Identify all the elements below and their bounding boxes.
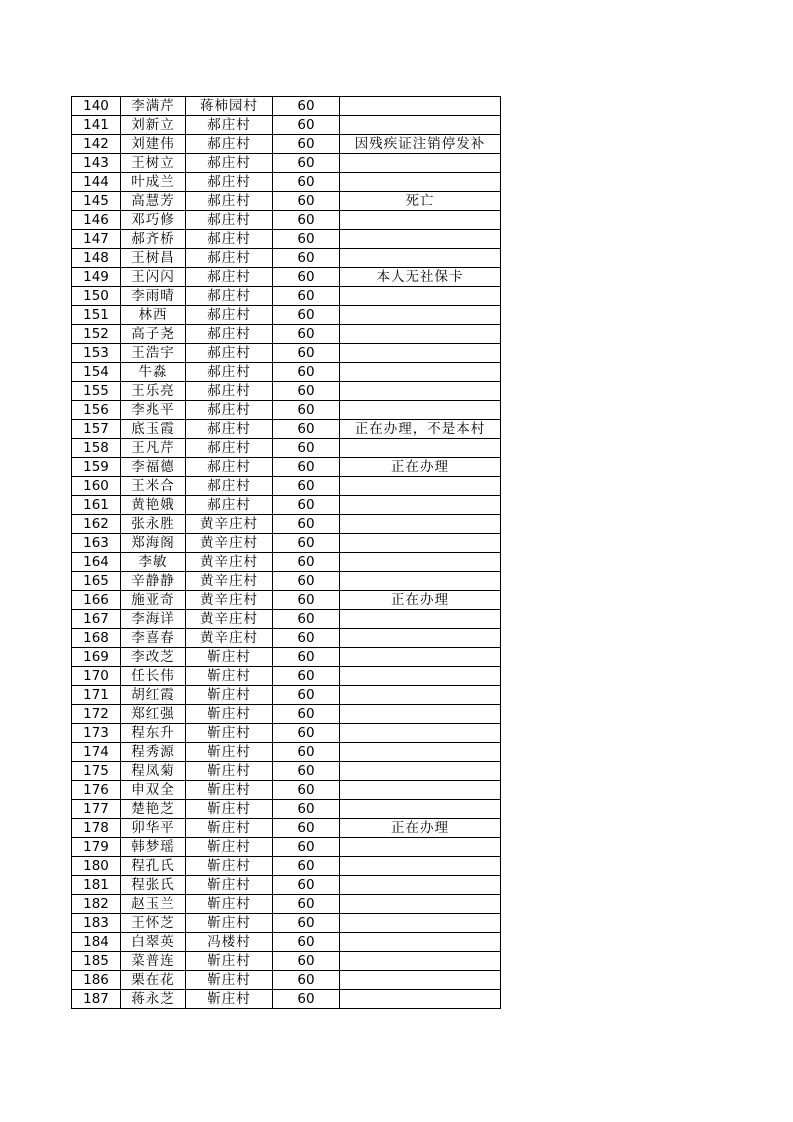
village-cell: 靳庄村 — [186, 667, 273, 686]
village-cell: 靳庄村 — [186, 914, 273, 933]
village-cell: 郝庄村 — [186, 287, 273, 306]
remark-cell — [340, 477, 501, 496]
row-number-cell: 169 — [72, 648, 121, 667]
amount-cell: 60 — [273, 325, 340, 344]
amount-cell: 60 — [273, 990, 340, 1009]
village-cell: 郝庄村 — [186, 458, 273, 477]
village-cell: 靳庄村 — [186, 819, 273, 838]
village-cell: 靳庄村 — [186, 762, 273, 781]
row-number-cell: 182 — [72, 895, 121, 914]
amount-cell: 60 — [273, 306, 340, 325]
remark-cell — [340, 515, 501, 534]
remark-cell — [340, 724, 501, 743]
village-cell: 靳庄村 — [186, 648, 273, 667]
village-cell: 郝庄村 — [186, 192, 273, 211]
row-number-cell: 153 — [72, 344, 121, 363]
remark-cell — [340, 553, 501, 572]
person-name-cell: 程东升 — [121, 724, 186, 743]
village-cell: 靳庄村 — [186, 686, 273, 705]
village-cell: 靳庄村 — [186, 838, 273, 857]
amount-cell: 60 — [273, 401, 340, 420]
amount-cell: 60 — [273, 876, 340, 895]
village-cell: 靳庄村 — [186, 857, 273, 876]
amount-cell: 60 — [273, 249, 340, 268]
table-row — [72, 439, 501, 458]
row-number-cell: 151 — [72, 306, 121, 325]
village-cell: 黄辛庄村 — [186, 515, 273, 534]
village-cell: 靳庄村 — [186, 971, 273, 990]
table-row — [72, 116, 501, 135]
village-cell: 郝庄村 — [186, 439, 273, 458]
table-row — [72, 420, 501, 439]
row-number-cell: 168 — [72, 629, 121, 648]
amount-cell: 60 — [273, 439, 340, 458]
row-number-cell: 154 — [72, 363, 121, 382]
row-number-cell: 174 — [72, 743, 121, 762]
remark-cell — [340, 743, 501, 762]
amount-cell: 60 — [273, 667, 340, 686]
table-row — [72, 743, 501, 762]
remark-cell — [340, 344, 501, 363]
row-number-cell: 176 — [72, 781, 121, 800]
remark-cell — [340, 686, 501, 705]
village-cell: 黄辛庄村 — [186, 572, 273, 591]
remark-cell — [340, 230, 501, 249]
person-name-cell: 郑红强 — [121, 705, 186, 724]
amount-cell: 60 — [273, 800, 340, 819]
amount-cell: 60 — [273, 363, 340, 382]
amount-cell: 60 — [273, 610, 340, 629]
amount-cell: 60 — [273, 477, 340, 496]
person-name-cell: 叶成兰 — [121, 173, 186, 192]
remark-cell — [340, 990, 501, 1009]
person-name-cell: 申双全 — [121, 781, 186, 800]
remark-cell — [340, 363, 501, 382]
amount-cell: 60 — [273, 705, 340, 724]
row-number-cell: 179 — [72, 838, 121, 857]
village-cell: 郝庄村 — [186, 477, 273, 496]
table-row — [72, 97, 501, 116]
table-row — [72, 458, 501, 477]
person-name-cell: 刘建伟 — [121, 135, 186, 154]
row-number-cell: 150 — [72, 287, 121, 306]
amount-cell: 60 — [273, 173, 340, 192]
table-row — [72, 154, 501, 173]
roster-table — [71, 96, 501, 1009]
person-name-cell: 李喜春 — [121, 629, 186, 648]
person-name-cell: 施亚奇 — [121, 591, 186, 610]
row-number-cell: 140 — [72, 97, 121, 116]
remark-cell — [340, 800, 501, 819]
remark-cell — [340, 325, 501, 344]
row-number-cell: 178 — [72, 819, 121, 838]
table-row — [72, 667, 501, 686]
table-row — [72, 800, 501, 819]
person-name-cell: 郝齐桥 — [121, 230, 186, 249]
row-number-cell: 152 — [72, 325, 121, 344]
remark-cell — [340, 211, 501, 230]
person-name-cell: 程秀源 — [121, 743, 186, 762]
person-name-cell: 蒋永芝 — [121, 990, 186, 1009]
remark-cell — [340, 610, 501, 629]
village-cell: 郝庄村 — [186, 401, 273, 420]
row-number-cell: 186 — [72, 971, 121, 990]
row-number-cell: 162 — [72, 515, 121, 534]
row-number-cell: 187 — [72, 990, 121, 1009]
amount-cell: 60 — [273, 819, 340, 838]
row-number-cell: 159 — [72, 458, 121, 477]
table-row — [72, 610, 501, 629]
remark-cell — [340, 629, 501, 648]
row-number-cell: 146 — [72, 211, 121, 230]
row-number-cell: 173 — [72, 724, 121, 743]
table-row — [72, 819, 501, 838]
amount-cell: 60 — [273, 116, 340, 135]
village-cell: 郝庄村 — [186, 173, 273, 192]
remark-cell: 本人无社保卡 — [340, 268, 501, 287]
remark-cell — [340, 401, 501, 420]
person-name-cell: 刘新立 — [121, 116, 186, 135]
amount-cell: 60 — [273, 344, 340, 363]
remark-cell — [340, 667, 501, 686]
table-row — [72, 838, 501, 857]
village-cell: 黄辛庄村 — [186, 610, 273, 629]
person-name-cell: 李兆平 — [121, 401, 186, 420]
village-cell: 郝庄村 — [186, 344, 273, 363]
remark-cell — [340, 154, 501, 173]
table-row — [72, 781, 501, 800]
row-number-cell: 177 — [72, 800, 121, 819]
remark-cell: 正在办理 — [340, 819, 501, 838]
person-name-cell: 程凤菊 — [121, 762, 186, 781]
remark-cell — [340, 496, 501, 515]
row-number-cell: 165 — [72, 572, 121, 591]
person-name-cell: 菜普连 — [121, 952, 186, 971]
remark-cell: 正在办理，不是本村 — [340, 420, 501, 439]
person-name-cell: 卯华平 — [121, 819, 186, 838]
remark-cell — [340, 705, 501, 724]
person-name-cell: 底玉霞 — [121, 420, 186, 439]
row-number-cell: 144 — [72, 173, 121, 192]
remark-cell — [340, 971, 501, 990]
village-cell: 冯楼村 — [186, 933, 273, 952]
remark-cell — [340, 914, 501, 933]
table-row — [72, 401, 501, 420]
row-number-cell: 185 — [72, 952, 121, 971]
row-number-cell: 166 — [72, 591, 121, 610]
table-row — [72, 686, 501, 705]
village-cell: 郝庄村 — [186, 230, 273, 249]
remark-cell: 死亡 — [340, 192, 501, 211]
amount-cell: 60 — [273, 572, 340, 591]
table-row — [72, 971, 501, 990]
person-name-cell: 王浩宇 — [121, 344, 186, 363]
row-number-cell: 170 — [72, 667, 121, 686]
amount-cell: 60 — [273, 534, 340, 553]
remark-cell: 正在办理 — [340, 458, 501, 477]
table-row — [72, 762, 501, 781]
person-name-cell: 韩梦瑶 — [121, 838, 186, 857]
table-row — [72, 572, 501, 591]
row-number-cell: 180 — [72, 857, 121, 876]
village-cell: 郝庄村 — [186, 211, 273, 230]
village-cell: 郝庄村 — [186, 382, 273, 401]
row-number-cell: 163 — [72, 534, 121, 553]
remark-cell — [340, 534, 501, 553]
person-name-cell: 林西 — [121, 306, 186, 325]
village-cell: 郝庄村 — [186, 420, 273, 439]
village-cell: 靳庄村 — [186, 895, 273, 914]
person-name-cell: 高慧芳 — [121, 192, 186, 211]
amount-cell: 60 — [273, 553, 340, 572]
remark-cell — [340, 952, 501, 971]
row-number-cell: 167 — [72, 610, 121, 629]
table-row — [72, 914, 501, 933]
amount-cell: 60 — [273, 838, 340, 857]
table-row — [72, 135, 501, 154]
person-name-cell: 赵玉兰 — [121, 895, 186, 914]
person-name-cell: 牛淼 — [121, 363, 186, 382]
village-cell: 靳庄村 — [186, 781, 273, 800]
village-cell: 郝庄村 — [186, 249, 273, 268]
remark-cell — [340, 249, 501, 268]
person-name-cell: 辛静静 — [121, 572, 186, 591]
row-number-cell: 147 — [72, 230, 121, 249]
amount-cell: 60 — [273, 933, 340, 952]
person-name-cell: 李敏 — [121, 553, 186, 572]
remark-cell — [340, 648, 501, 667]
amount-cell: 60 — [273, 781, 340, 800]
amount-cell: 60 — [273, 382, 340, 401]
table-row — [72, 268, 501, 287]
row-number-cell: 157 — [72, 420, 121, 439]
remark-cell — [340, 895, 501, 914]
table-row — [72, 306, 501, 325]
amount-cell: 60 — [273, 154, 340, 173]
amount-cell: 60 — [273, 686, 340, 705]
amount-cell: 60 — [273, 230, 340, 249]
table-row — [72, 648, 501, 667]
person-name-cell: 黄艳娥 — [121, 496, 186, 515]
table-row — [72, 705, 501, 724]
amount-cell: 60 — [273, 420, 340, 439]
village-cell: 靳庄村 — [186, 705, 273, 724]
village-cell: 靳庄村 — [186, 952, 273, 971]
table-row — [72, 173, 501, 192]
row-number-cell: 143 — [72, 154, 121, 173]
person-name-cell: 栗在花 — [121, 971, 186, 990]
person-name-cell: 楚艳芝 — [121, 800, 186, 819]
table-row — [72, 629, 501, 648]
row-number-cell: 156 — [72, 401, 121, 420]
amount-cell: 60 — [273, 591, 340, 610]
amount-cell: 60 — [273, 192, 340, 211]
remark-cell — [340, 439, 501, 458]
amount-cell: 60 — [273, 952, 340, 971]
amount-cell: 60 — [273, 515, 340, 534]
person-name-cell: 王乐亮 — [121, 382, 186, 401]
person-name-cell: 王闪闪 — [121, 268, 186, 287]
amount-cell: 60 — [273, 629, 340, 648]
person-name-cell: 邓巧修 — [121, 211, 186, 230]
village-cell: 郝庄村 — [186, 496, 273, 515]
person-name-cell: 高子尧 — [121, 325, 186, 344]
person-name-cell: 李海详 — [121, 610, 186, 629]
table-row — [72, 325, 501, 344]
table-row — [72, 933, 501, 952]
row-number-cell: 149 — [72, 268, 121, 287]
table-row — [72, 876, 501, 895]
row-number-cell: 164 — [72, 553, 121, 572]
remark-cell — [340, 781, 501, 800]
remark-cell — [340, 97, 501, 116]
village-cell: 靳庄村 — [186, 724, 273, 743]
person-name-cell: 王怀芝 — [121, 914, 186, 933]
remark-cell — [340, 287, 501, 306]
amount-cell: 60 — [273, 762, 340, 781]
table-row — [72, 477, 501, 496]
person-name-cell: 任长伟 — [121, 667, 186, 686]
person-name-cell: 王米合 — [121, 477, 186, 496]
row-number-cell: 175 — [72, 762, 121, 781]
table-row — [72, 344, 501, 363]
amount-cell: 60 — [273, 458, 340, 477]
person-name-cell: 郑海阁 — [121, 534, 186, 553]
remark-cell — [340, 382, 501, 401]
remark-cell — [340, 306, 501, 325]
amount-cell: 60 — [273, 496, 340, 515]
village-cell: 郝庄村 — [186, 116, 273, 135]
row-number-cell: 145 — [72, 192, 121, 211]
person-name-cell: 李满芹 — [121, 97, 186, 116]
village-cell: 黄辛庄村 — [186, 629, 273, 648]
remark-cell — [340, 173, 501, 192]
table-row — [72, 534, 501, 553]
amount-cell: 60 — [273, 268, 340, 287]
row-number-cell: 172 — [72, 705, 121, 724]
person-name-cell: 李福德 — [121, 458, 186, 477]
row-number-cell: 148 — [72, 249, 121, 268]
amount-cell: 60 — [273, 724, 340, 743]
row-number-cell: 183 — [72, 914, 121, 933]
table-row — [72, 952, 501, 971]
amount-cell: 60 — [273, 211, 340, 230]
remark-cell: 因残疾证注销停发补 — [340, 135, 501, 154]
table-row — [72, 515, 501, 534]
remark-cell: 正在办理 — [340, 591, 501, 610]
person-name-cell: 王凡芹 — [121, 439, 186, 458]
amount-cell: 60 — [273, 135, 340, 154]
person-name-cell: 白翠英 — [121, 933, 186, 952]
row-number-cell: 184 — [72, 933, 121, 952]
village-cell: 靳庄村 — [186, 800, 273, 819]
village-cell: 黄辛庄村 — [186, 534, 273, 553]
remark-cell — [340, 572, 501, 591]
village-cell: 靳庄村 — [186, 990, 273, 1009]
table-row — [72, 990, 501, 1009]
table-row — [72, 553, 501, 572]
village-cell: 郝庄村 — [186, 154, 273, 173]
table-row — [72, 895, 501, 914]
amount-cell: 60 — [273, 648, 340, 667]
amount-cell: 60 — [273, 287, 340, 306]
amount-cell: 60 — [273, 743, 340, 762]
village-cell: 蒋柿园村 — [186, 97, 273, 116]
row-number-cell: 155 — [72, 382, 121, 401]
village-cell: 靳庄村 — [186, 876, 273, 895]
remark-cell — [340, 838, 501, 857]
person-name-cell: 程孔氏 — [121, 857, 186, 876]
remark-cell — [340, 876, 501, 895]
table-row — [72, 192, 501, 211]
person-name-cell: 李雨晴 — [121, 287, 186, 306]
table-row — [72, 363, 501, 382]
table-row — [72, 724, 501, 743]
roster-table-body — [72, 97, 501, 1009]
village-cell: 郝庄村 — [186, 306, 273, 325]
table-row — [72, 211, 501, 230]
remark-cell — [340, 933, 501, 952]
person-name-cell: 张永胜 — [121, 515, 186, 534]
row-number-cell: 160 — [72, 477, 121, 496]
table-row — [72, 287, 501, 306]
remark-cell — [340, 762, 501, 781]
village-cell: 郝庄村 — [186, 268, 273, 287]
row-number-cell: 158 — [72, 439, 121, 458]
amount-cell: 60 — [273, 914, 340, 933]
person-name-cell: 李改芝 — [121, 648, 186, 667]
table-row — [72, 857, 501, 876]
table-row — [72, 230, 501, 249]
amount-cell: 60 — [273, 895, 340, 914]
amount-cell: 60 — [273, 857, 340, 876]
person-name-cell: 王树昌 — [121, 249, 186, 268]
row-number-cell: 171 — [72, 686, 121, 705]
row-number-cell: 142 — [72, 135, 121, 154]
table-row — [72, 591, 501, 610]
amount-cell: 60 — [273, 971, 340, 990]
table-row — [72, 382, 501, 401]
amount-cell: 60 — [273, 97, 340, 116]
person-name-cell: 程张氏 — [121, 876, 186, 895]
table-row — [72, 249, 501, 268]
row-number-cell: 181 — [72, 876, 121, 895]
table-row — [72, 496, 501, 515]
remark-cell — [340, 857, 501, 876]
village-cell: 郝庄村 — [186, 363, 273, 382]
village-cell: 黄辛庄村 — [186, 591, 273, 610]
village-cell: 靳庄村 — [186, 743, 273, 762]
person-name-cell: 胡红霞 — [121, 686, 186, 705]
village-cell: 黄辛庄村 — [186, 553, 273, 572]
village-cell: 郝庄村 — [186, 135, 273, 154]
row-number-cell: 141 — [72, 116, 121, 135]
row-number-cell: 161 — [72, 496, 121, 515]
remark-cell — [340, 116, 501, 135]
person-name-cell: 王树立 — [121, 154, 186, 173]
village-cell: 郝庄村 — [186, 325, 273, 344]
